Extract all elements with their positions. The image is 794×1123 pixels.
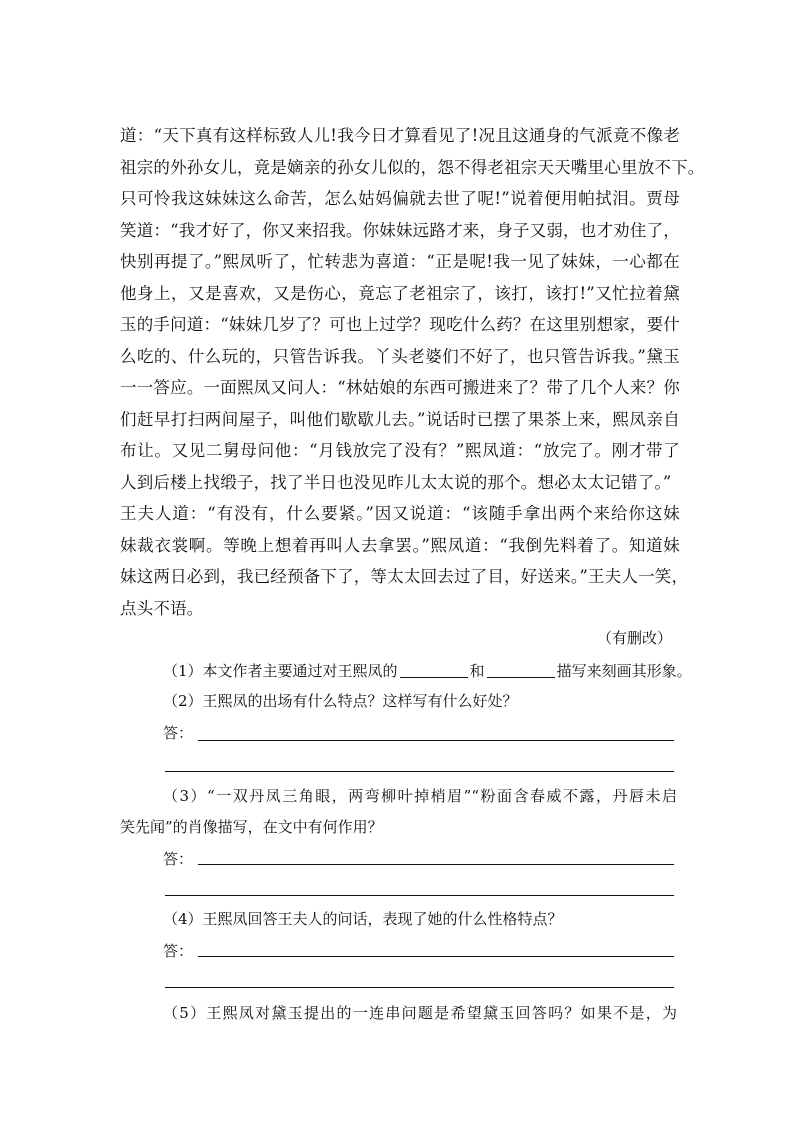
passage-line: 道：“天下真有这样标致人儿!我今日才算看见了!况且这通身的气派竟不像老 xyxy=(120,126,680,145)
answer-line[interactable] xyxy=(165,895,674,896)
answer-line[interactable] xyxy=(198,864,674,865)
passage-line: 玉的手问道：“妹妹几岁了？可也上过学？现吃什么药？在这里别想家，要什 xyxy=(120,315,680,334)
passage-line: 妹裁衣裳啊。等晚上想着再叫人去拿罢。”熙凤道：“我倒先料着了。知道妹 xyxy=(120,535,680,555)
question-3-line-1: （3）“一双丹凤三角眼，两弯柳叶掉梢眉”“粉面含春威不露，丹唇未启 xyxy=(163,787,677,805)
answer-label: 答： xyxy=(163,942,194,960)
answer-label: 答： xyxy=(163,850,194,868)
answer-line[interactable] xyxy=(165,987,674,988)
source-note: （有删改） xyxy=(596,629,672,647)
passage-line: 笑道：“我才好了，你又来招我。你妹妹远路才来，身子又弱，也才劝住了， xyxy=(120,220,680,240)
passage-line: 点头不语。 xyxy=(120,598,204,618)
passage-line: 王夫人道：“有没有，什么要紧。”因又说道：“该随手拿出两个来给你这妹 xyxy=(120,504,680,523)
question-4: （4）王熙凤回答王夫人的问话，表现了她的什么性格特点？ xyxy=(163,910,563,928)
passage xyxy=(120,120,705,624)
passage-line: 么吃的、什么玩的，只管告诉我。丫头老婆们不好了，也只管告诉我。”黛玉 xyxy=(120,346,680,366)
passage-line: 布让。又见二舅母问他：“月钱放完了没有？”熙凤道：“放完了。刚才带了 xyxy=(120,441,680,460)
passage-line: 妹这两日必到，我已经预备下了，等太太回去过了目，好送来。”王夫人一笑， xyxy=(120,567,689,586)
passage-line: 人到后楼上找缎子，找了半日也没见昨儿太太说的那个。想必太太记错了。” xyxy=(120,472,672,492)
answer-blank-2[interactable] xyxy=(487,662,555,678)
answer-blank-1[interactable] xyxy=(400,662,468,678)
question-5: （5）王熙凤对黛玉提出的一连串问题是希望黛玉回答吗？如果不是，为 xyxy=(163,1004,677,1022)
passage-line: 只可怜我这妹妹这么命苦，怎么姑妈偏就去世了呢!”说着便用帕拭泪。贾母 xyxy=(120,189,680,208)
answer-line[interactable] xyxy=(165,771,674,772)
question-1-text-before: （1）本文作者主要通过对王熙凤的 xyxy=(163,662,398,680)
passage-line: 一一答应。一面熙凤又问人：“林姑娘的东西可搬进来了？带了几个人来？你 xyxy=(120,378,680,397)
question-2: （2）王熙凤的出场有什么特点？这样写有什么好处？ xyxy=(163,692,518,710)
answer-line[interactable] xyxy=(198,740,674,741)
question-1-text-after: 描写来刻画其形象。 xyxy=(556,662,692,680)
passage-line: 祖宗的外孙女儿，竟是嫡亲的孙女儿似的，怨不得老祖宗天天嘴里心里放不下。 xyxy=(120,157,705,177)
answer-line[interactable] xyxy=(198,956,674,957)
passage-line: 们赶早打扫两间屋子，叫他们歇歇儿去。”说话时已摆了果茶上来，熙凤亲自 xyxy=(120,409,680,429)
passage-line: 他身上，又是喜欢，又是伤心，竟忘了老祖宗了，该打，该打!”又忙拉着黛 xyxy=(120,283,680,303)
question-1-text-middle: 和 xyxy=(469,662,485,680)
question-3-line-2: 笑先闻”的肖像描写，在文中有何作用？ xyxy=(120,818,383,836)
passage-line: 快别再提了。”熙凤听了，忙转悲为喜道：“正是呢!我一见了妹妹，一心都在 xyxy=(120,252,680,271)
question-1 xyxy=(163,660,692,682)
answer-label: 答： xyxy=(163,724,194,742)
